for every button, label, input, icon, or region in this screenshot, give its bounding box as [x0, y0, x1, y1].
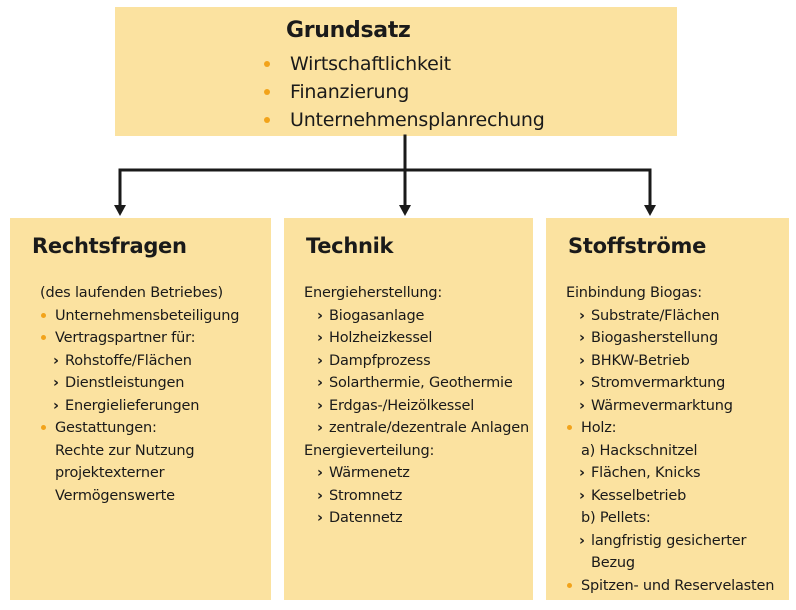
column-lines: [304, 282, 529, 530]
column-lines: [40, 282, 239, 507]
column-line: › Kesselbetrieb: [566, 485, 774, 508]
column-line: › zentrale/dezentrale Anlagen: [304, 417, 529, 440]
column-line: Vertragspartner für:: [40, 327, 239, 350]
column-lines: [566, 282, 774, 597]
column-line: Unternehmensbeteiligung: [40, 305, 239, 328]
column-line: Einbindung Biogas:: [566, 285, 702, 301]
column-line: › Wärmenetz: [304, 462, 529, 485]
principle-item: Unternehmensplanrechung: [255, 106, 545, 134]
column-line: Holz:: [566, 417, 774, 440]
column-line: › Dienstleistungen: [40, 372, 239, 395]
column-line: › Flächen, Knicks: [566, 462, 774, 485]
column-line: Rechte zur Nutzung: [55, 442, 195, 459]
column-title: Rechtsfragen: [32, 234, 187, 258]
column-line: › Erdgas-/Heizölkessel: [304, 395, 529, 418]
column-line: › langfristig gesicherter: [566, 530, 774, 553]
column-line: › Rohstoffe/Flächen: [40, 350, 239, 373]
arrowhead-center-icon: [399, 205, 411, 216]
column-line: Spitzen- und Reservelasten: [566, 575, 774, 598]
column-line: › Biogasanlage: [304, 305, 529, 328]
column-line: › Datennetz: [304, 507, 529, 530]
column-line: › BHKW-Betrieb: [566, 350, 774, 373]
principle-item: Wirtschaftlichkeit: [255, 50, 545, 78]
column-rechtsfragen: [10, 218, 271, 600]
column-line: (des laufenden Betriebes): [40, 285, 223, 301]
column-line: Vermögenswerte: [55, 487, 175, 504]
column-line: Energieverteilung:: [304, 442, 435, 459]
column-line: Gestattungen:: [40, 417, 239, 440]
column-technik: [284, 218, 533, 600]
principle-item: Finanzierung: [255, 78, 545, 106]
column-stoffstroeme: [546, 218, 789, 600]
column-line: › Dampfprozess: [304, 350, 529, 373]
arrowhead-left-icon: [114, 205, 126, 216]
column-line: › Energielieferungen: [40, 395, 239, 418]
column-line: a) Hackschnitzel: [581, 442, 698, 459]
column-line: projektexterner: [55, 465, 165, 481]
column-line: › Wärmevermarktung: [566, 395, 774, 418]
principle-title: Grundsatz: [286, 18, 411, 43]
column-line: Bezug: [591, 555, 635, 571]
arrowhead-right-icon: [644, 205, 656, 216]
column-title: Stoffströme: [568, 234, 707, 258]
column-line: › Substrate/Flächen: [566, 305, 774, 328]
column-line: b) Pellets:: [581, 510, 651, 526]
column-title: Technik: [306, 234, 394, 258]
column-line: › Holzheizkessel: [304, 327, 529, 350]
column-line: › Solarthermie, Geothermie: [304, 372, 529, 395]
column-line: › Stromnetz: [304, 485, 529, 508]
column-line: › Stromvermarktung: [566, 372, 774, 395]
column-line: Energieherstellung:: [304, 285, 443, 301]
column-line: › Biogasherstellung: [566, 327, 774, 350]
